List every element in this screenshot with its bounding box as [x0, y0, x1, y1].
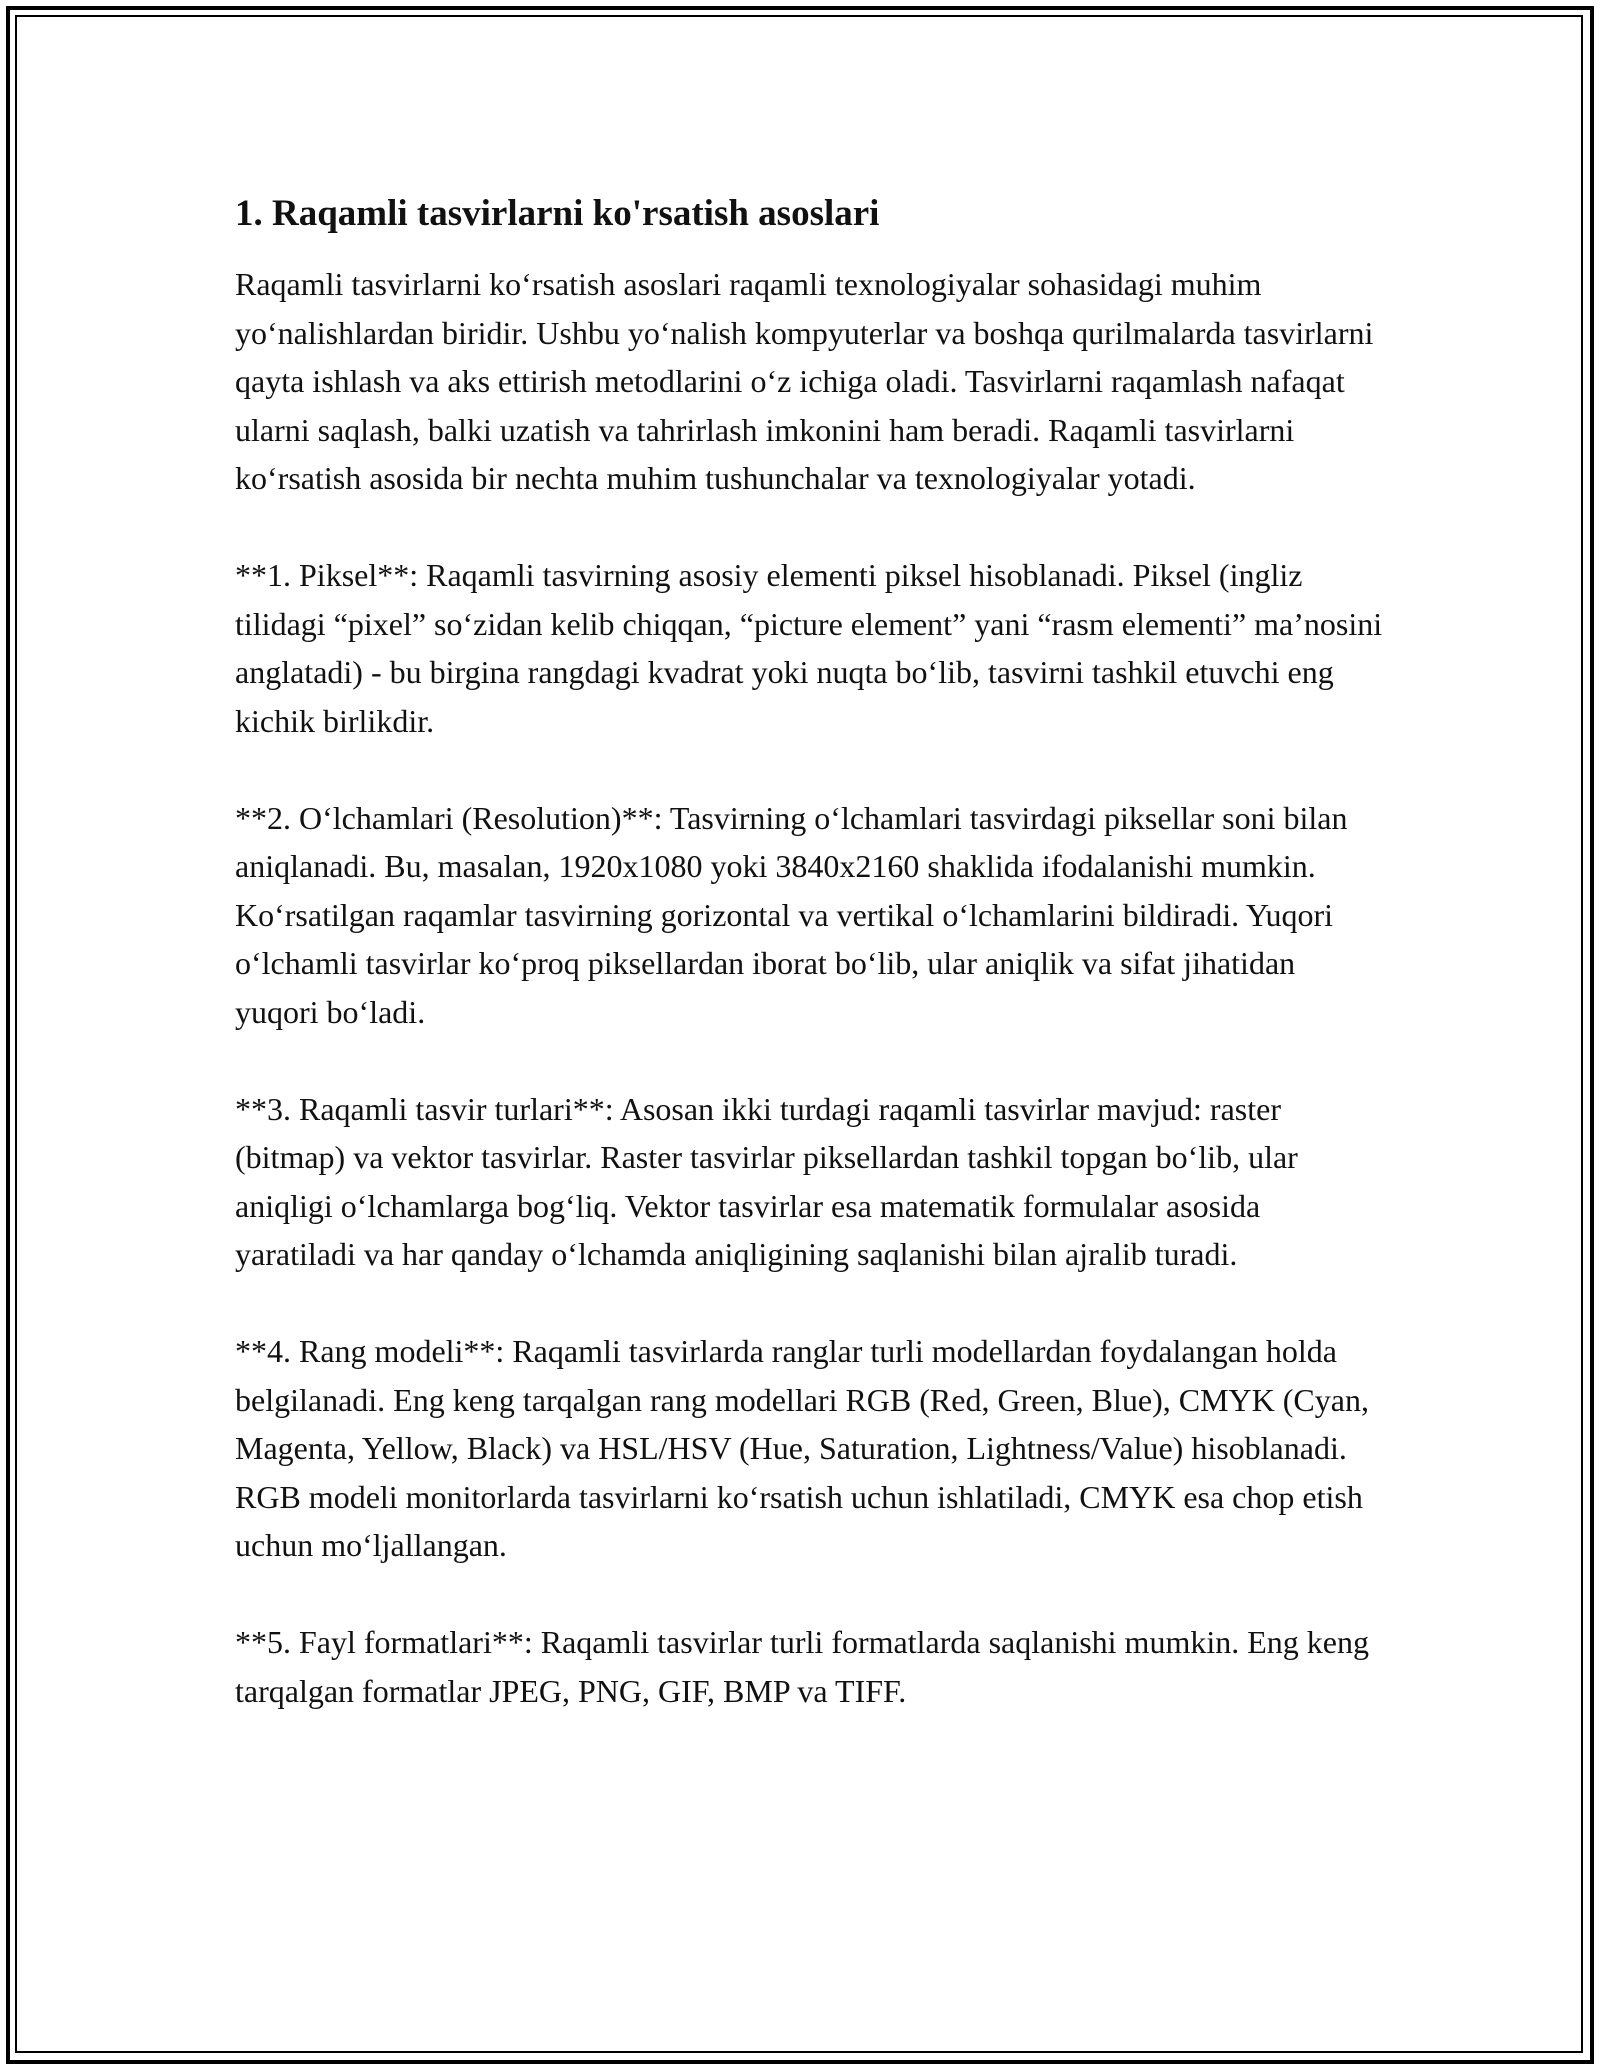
paragraph-fayl-formatlari: **5. Fayl formatlari**: Raqamli tasvirlar turli formatlarda saqlanishi mumkin. Eng keng tarqalgan formatlar JPEG, PNG, GIF, BMP va TIFF.: [235, 1624, 1369, 1709]
paragraph-rang-modeli: **4. Rang modeli**: Raqamli tasvirlarda ranglar turli modellardan foydalangan holda belgilanadi. Eng keng tarqalgan rang modellari RGB (Red, Green, Blue), CMYK (Cyan, Magenta, Yellow, Black) va HSL/HSV (Hue, Saturation, Lightness/Value) hisoblanadi. RGB modeli monitorlarda tasvirlarni ko‘rsatish uchun ishlatiladi, CMYK esa chop etish uchun mo‘ljallangan.: [235, 1333, 1369, 1563]
paragraph-piksel: **1. Piksel**: Raqamli tasvirning asosiy elementi piksel hisoblanadi. Piksel (ingliz tilidagi “pixel” so‘zidan kelib chiqqan, “picture element” yani “rasm elementi” ma’nosini anglatadi) - bu birgina rangdagi kvadrat yoki nuqta bo‘lib, tasvirni tashkil etuvchi eng kichik birlikdir.: [235, 557, 1383, 739]
intro-paragraph: Raqamli tasvirlarni ko‘rsatish asoslari raqamli texnologiyalar sohasidagi muhim yo‘nalishlardan biridir. Ushbu yo‘nalish kompyuterlar va boshqa qurilmalarda tasvirlarni qayta ishlash va aks ettirish metodlarini o‘z ichiga oladi. Tasvirlarni raqamlash nafaqat ularni saqlash, balki uzatish va tahrirlash imkonini ham beradi. Raqamli tasvirlarni ko‘rsatish asosida bir nechta muhim tushunchalar va texnologiyalar yotadi.: [235, 266, 1374, 496]
paragraph-tasvir-turlari: **3. Raqamli tasvir turlari**: Asosan ikki turdagi raqamli tasvirlar mavjud: raster (bitmap) va vektor tasvirlar. Raster tasvirlar piksellardan tashkil topgan bo‘lib, ular aniqligi o‘lchamlarga bog‘liq. Vektor tasvirlar esa matematik formulalar asosida yaratiladi va har qanday o‘lchamda aniqligining saqlanishi bilan ajralib turadi.: [235, 1090, 1298, 1272]
paragraph-olchamlari: **2. O‘lchamlari (Resolution)**: Tasvirning o‘lchamlari tasvirdagi piksellar soni bilan aniqlanadi. Bu, masalan, 1920x1080 yoki 3840x2160 shaklida ifodalanishi mumkin. Ko‘rsatilgan raqamlar tasvirning gorizontal va vertikal o‘lchamlarini bildiradi. Yuqori o‘lchamli tasvirlar ko‘proq piksellardan iborat bo‘lib, ular aniqlik va sifat jihatidan yuqori bo‘ladi.: [235, 799, 1348, 1030]
page-title: 1. Raqamli tasvirlarni ko'rsatish asoslari: [235, 193, 880, 234]
document-body: [235, 188, 1385, 1764]
